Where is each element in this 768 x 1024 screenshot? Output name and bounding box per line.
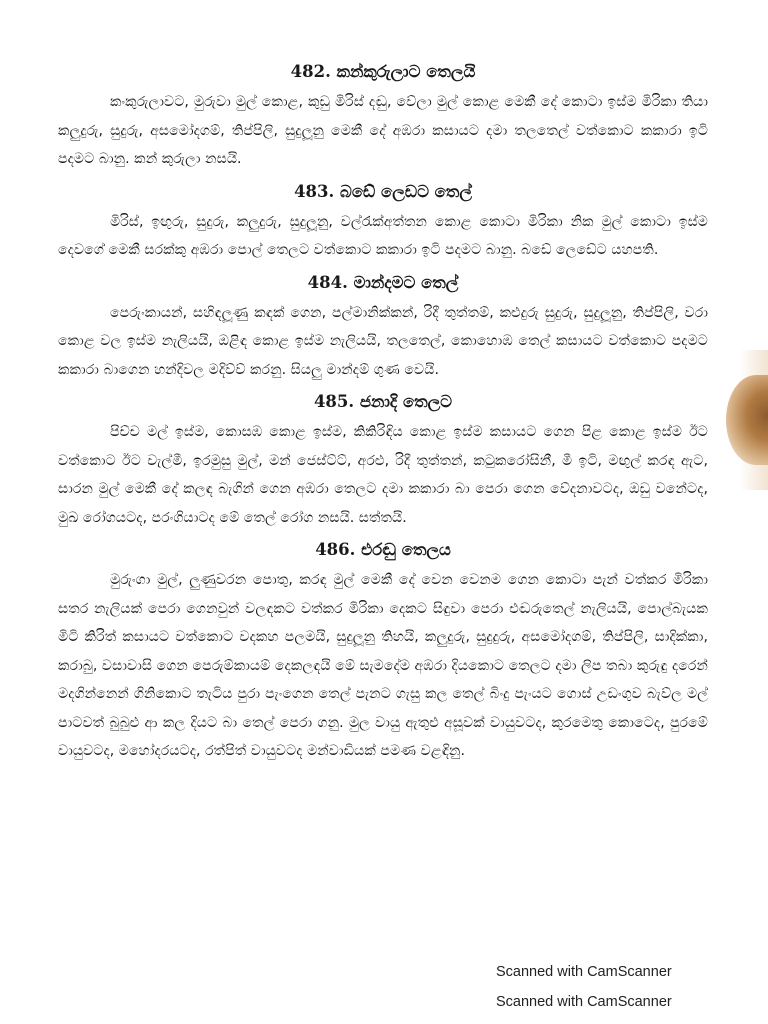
section-title: එරඬු තෙලය (361, 540, 451, 559)
page-edge-stain (726, 375, 768, 465)
section-heading (58, 271, 708, 295)
section-heading (58, 180, 708, 204)
section-title: මාන්දමට තෙල් (353, 272, 459, 292)
recipe-section-486 (58, 538, 708, 766)
section-number: 483. (294, 181, 335, 201)
recipe-section-484 (58, 271, 708, 385)
section-number: 484. (307, 272, 348, 292)
recipe-section-485 (58, 390, 708, 532)
section-heading (58, 60, 708, 84)
document-body (58, 60, 708, 772)
recipe-section-483 (58, 180, 708, 265)
section-paragraph: මුරුංගා මුල්, ලුණුවරන පොතු, කරඳ මුල් මෙකී දේ වෙන වෙනම ගෙන කොටා පැන් වත්කර මිරිකා සතර නැලියක් පෙරා ගෙනවුන් වලඳකට වත්කර මිරිකා දෙකට සිඳුවා පෙරා එඬරුතෙල් නැලියයි, පොල්බැයක මිටි කිරිත් කසායට වත්කොට වදකහ පලමයි, සුදුලූනු තිහයි, කලුදුරු, සුදුදුරු, අසමෝදගම්, තිප්පිලි, සාදික්කා, කරාබු, වසාවාසි ගෙන පෙරුම්කායම් දෙකලඳයි මේ සැමදේම අඹරා දියකොට තෙලට දමා ලිප තබා කුරුඳු දරෙන් මදගින්නෙන් ගිනිකොට තැටිය පුරා පැංගෙන තෙල් පැනට ගැසු කල තෙල් බිංදු පැංයට ගොස් උඩංගුව බැව්ල මල් පාටවත් බුබුළු ආ කල දියට බා තෙල් පෙරා ගනු. මුල වායු ඇතුළු අසූවක් වායුවටද, කුරමෙතු කොටෙද, පුරමේ වායුවටද, මහෝදරයටද, රත්පිත් වායුවටද මන්වාඩියක් පමණ වළඳිනු. (58, 572, 708, 759)
section-title: බඩේ ලෙඩට තෙල් (340, 181, 472, 201)
section-title: කන්කුරුලාට තෙලයි (336, 62, 476, 81)
camscanner-watermark: Scanned with CamScanner (496, 994, 672, 1010)
section-title: ජනාදි තෙලට (359, 392, 453, 411)
section-number: 485. (313, 392, 355, 411)
section-paragraph: පෙරුංකායන්, සහිඳලූණු කඳක් ගෙන, පල්මානික්කන්, රිදී තුත්තම්, කළුදුරු සුදුරු, සුදුලූනු, තිප්පිලි, වරා කොළ වල ඉස්ම නැලියයි, ඔළිඳ කොළ ඉස්ම නැලියයි, තලතෙල්, කොහොඹ තෙල් කසායට වත්කොට පදමට කකාරා බාගෙන හන්දිවල මදිව්ව් කරනු. සියලු මාන්දම් ගුණ වෙයි. (58, 304, 708, 378)
section-paragraph: කංකුරුලාවට, මුරුවා මුල් කොළ, කුඩු මිරිස් දඬු, වේලා මුල් කොළ මෙකී දේ කොටා ඉස්ම මිරිකා තියා කලුදුරු, සුදුරු, අසමෝදගම්, තිප්පිලි, සුදුලූනු මෙකී දේ අඹරා කසායට දමා තලතෙල් වත්කොට කකාරා ඉටි පදමට බානු. කන් කුරුලා නසයි. (58, 94, 708, 167)
camscanner-watermark: Scanned with CamScanner (496, 964, 672, 980)
section-paragraph: පිච්ච මල් ඉස්ම, කොසඹ කොළ ඉස්ම, කිකිරිඳිය කොළ ඉස්ම කසායට ගෙන පිළ කොළ ඉස්ම ඊට වත්කොට ඊට වැල්මී, ඉරමුසු මුල්, මන් ජෙස්ට්ට්, අරළු, රිදී තුත්තන්, කටුකරෝසිනී, මී ඉටි, මඟුල් කරඳ ඇට, සාරන මුල් මෙකී දේ කලඳ බැගින් ගෙන අඹරා තෙලට දමා කකාරා බා පෙරා ගෙන වේදනාවටද, ඔඩු වනේටද, මුඛ රෝගයටද, පරංගියාටද මේ තෙල් රෝග නසයි. සත්තයි. (58, 424, 708, 526)
section-heading (58, 538, 708, 562)
recipe-section-482 (58, 60, 708, 174)
section-heading (58, 390, 708, 414)
section-number: 482. (290, 62, 331, 81)
section-paragraph: මිරිස්, ඉඟුරු, සුදුරු, කලුදුරු, සුදුලූනු, වල්රැක්අත්තන කොළ කොටා මිරිකා නික මුල් කොටා ඉස්ම දෙවගේ මෙකී සරක්කු අඹරා පොල් තෙලට වත්කොට කකාරා ඉටි පදමට බානු. බඩේ ලෙඩේට යහපති. (58, 213, 708, 258)
section-number: 486. (315, 540, 356, 559)
